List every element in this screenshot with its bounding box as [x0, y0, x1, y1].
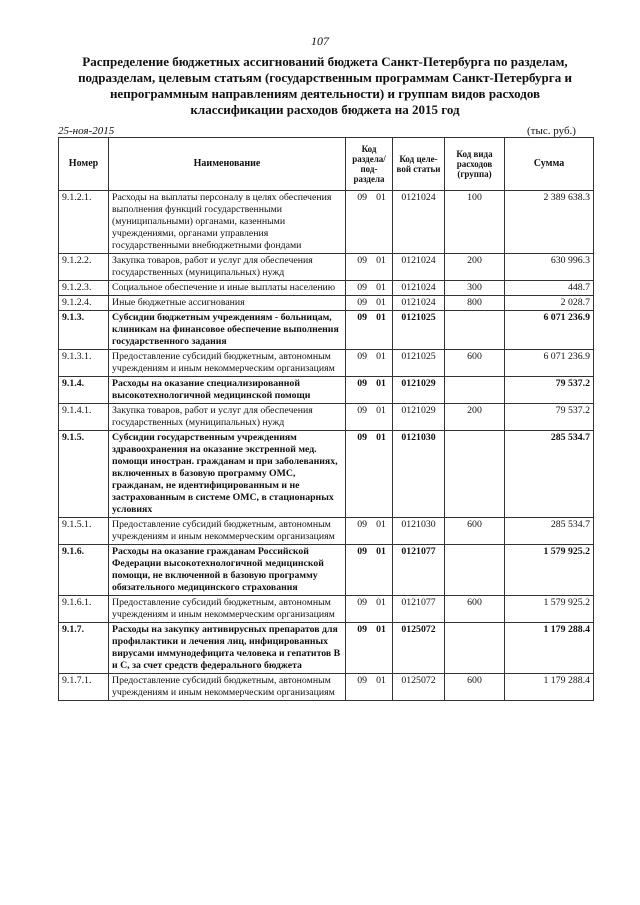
row-section: 09 [357, 297, 367, 308]
row-number: 9.1.2.2. [59, 254, 109, 281]
row-number: 9.1.4.1. [59, 404, 109, 431]
row-number: 9.1.7.1. [59, 674, 109, 701]
row-name: Предоставление субсидий бюджетным, автономным учреждениям и иным некоммерческим организациям [109, 674, 346, 701]
row-number: 9.1.6. [59, 545, 109, 596]
row-subsection: 01 [376, 624, 386, 635]
table-row [59, 518, 594, 545]
row-number: 9.1.4. [59, 377, 109, 404]
row-section-code [346, 281, 393, 296]
row-target-code: 0121024 [393, 296, 445, 311]
header-section-code: Код раздела/ под-раздела [346, 138, 393, 191]
table-row [59, 431, 594, 518]
row-subsection: 01 [376, 546, 386, 557]
row-name: Расходы на оказание гражданам Российской Федерации высокотехнологичной медицинской помощи, не включенной в базовую программу обязательного медицинского страхования [109, 545, 346, 596]
row-section: 09 [357, 255, 367, 266]
row-name: Расходы на выплаты персоналу в целях обеспечения выполнения функций государственными (муниципальными) органами, казенными учреждениями, органами управления государственными внебюджетными фондами [109, 191, 346, 254]
row-target-code: 0121029 [393, 404, 445, 431]
table-header-row [59, 138, 594, 191]
row-target-code: 0121024 [393, 191, 445, 254]
row-subsection: 01 [376, 597, 386, 608]
table-row [59, 311, 594, 350]
row-target-code: 0125072 [393, 674, 445, 701]
row-number: 9.1.6.1. [59, 596, 109, 623]
table-row [59, 596, 594, 623]
row-target-code: 0121024 [393, 281, 445, 296]
row-section: 09 [357, 597, 367, 608]
row-name: Расходы на закупку антивирусных препаратов для профилактики и лечения лиц, инфицированных вирусами иммунодефицита человека и гепатитов В и С, за счет средств федерального бюджета [109, 623, 346, 674]
budget-table [58, 137, 594, 701]
table-row [59, 674, 594, 701]
row-amount: 1 179 288.4 [505, 623, 594, 674]
document-title: Распределение бюджетных ассигнований бюджета Санкт-Петербурга по разделам, подразделам, целевым статьям (государственным программам Санкт-Петербурга и непрограммным направлениям деятельности) и группам видов расходов классификации расходов бюджета на 2015 год [78, 54, 572, 117]
row-amount: 285 534.7 [505, 431, 594, 518]
row-amount: 6 071 236.9 [505, 350, 594, 377]
row-amount: 1 579 925.2 [505, 596, 594, 623]
row-name: Предоставление субсидий бюджетным, автономным учреждениям и иным некоммерческим организациям [109, 350, 346, 377]
row-subsection: 01 [376, 297, 386, 308]
row-section: 09 [357, 351, 367, 362]
row-expense-type: 200 [445, 404, 505, 431]
row-amount: 79 537.2 [505, 377, 594, 404]
row-subsection: 01 [376, 432, 386, 443]
row-number: 9.1.2.1. [59, 191, 109, 254]
row-amount: 448.7 [505, 281, 594, 296]
row-subsection: 01 [376, 255, 386, 266]
row-section: 09 [357, 192, 367, 203]
row-section: 09 [357, 405, 367, 416]
row-amount: 1 179 288.4 [505, 674, 594, 701]
row-name: Субсидии государственным учреждениям здравоохранения на оказание экстренной мед. помощи иностран. гражданам и при заболеваниях, включенных в базовую программу ОМС, гражданам, не идентифицированным и не застрахованным в системе ОМС, в стационарных условиях [109, 431, 346, 518]
row-subsection: 01 [376, 282, 386, 293]
row-section-code [346, 404, 393, 431]
table-body [59, 191, 594, 701]
row-section: 09 [357, 675, 367, 686]
row-target-code: 0121077 [393, 596, 445, 623]
row-number: 9.1.7. [59, 623, 109, 674]
row-name: Расходы на оказание специализированной высокотехнологичной медицинской помощи [109, 377, 346, 404]
row-section-code [346, 296, 393, 311]
table-row [59, 191, 594, 254]
row-target-code: 0121077 [393, 545, 445, 596]
row-target-code: 0121025 [393, 311, 445, 350]
page-number: 107 [311, 34, 329, 48]
row-section-code [346, 191, 393, 254]
table-row [59, 296, 594, 311]
row-name: Предоставление субсидий бюджетным, автономным учреждениям и иным некоммерческим организациям [109, 596, 346, 623]
row-name: Предоставление субсидий бюджетным, автономным учреждениям и иным некоммерческим организациям [109, 518, 346, 545]
header-target-code: Код целе-вой статьи [393, 138, 445, 191]
row-expense-type: 200 [445, 254, 505, 281]
row-section: 09 [357, 624, 367, 635]
row-section-code [346, 674, 393, 701]
row-subsection: 01 [376, 405, 386, 416]
row-section-code [346, 311, 393, 350]
row-expense-type: 100 [445, 191, 505, 254]
row-amount: 630 996.3 [505, 254, 594, 281]
row-subsection: 01 [376, 519, 386, 530]
table-row [59, 350, 594, 377]
row-amount: 285 534.7 [505, 518, 594, 545]
units-label: (тыс. руб.) [527, 125, 576, 137]
table-row [59, 545, 594, 596]
row-amount: 6 071 236.9 [505, 311, 594, 350]
table-row [59, 404, 594, 431]
row-section: 09 [357, 519, 367, 530]
row-expense-type [445, 545, 505, 596]
row-expense-type: 800 [445, 296, 505, 311]
row-target-code: 0121029 [393, 377, 445, 404]
row-target-code: 0121030 [393, 431, 445, 518]
row-expense-type: 600 [445, 350, 505, 377]
row-target-code: 0121030 [393, 518, 445, 545]
table-row [59, 623, 594, 674]
row-number: 9.1.2.4. [59, 296, 109, 311]
row-expense-type [445, 431, 505, 518]
row-subsection: 01 [376, 351, 386, 362]
row-expense-type [445, 377, 505, 404]
row-name: Иные бюджетные ассигнования [109, 296, 346, 311]
row-number: 9.1.5.1. [59, 518, 109, 545]
row-expense-type [445, 311, 505, 350]
row-subsection: 01 [376, 675, 386, 686]
row-number: 9.1.3.1. [59, 350, 109, 377]
row-section-code [346, 350, 393, 377]
row-section: 09 [357, 546, 367, 557]
row-section: 09 [357, 432, 367, 443]
row-section-code [346, 623, 393, 674]
row-section-code [346, 518, 393, 545]
row-section-code [346, 377, 393, 404]
row-expense-type: 600 [445, 674, 505, 701]
row-section-code [346, 254, 393, 281]
row-amount: 79 537.2 [505, 404, 594, 431]
row-target-code: 0125072 [393, 623, 445, 674]
row-expense-type: 300 [445, 281, 505, 296]
row-name: Закупка товаров, работ и услуг для обеспечения государственных (муниципальных) нужд [109, 254, 346, 281]
row-section: 09 [357, 378, 367, 389]
row-name: Субсидии бюджетным учреждениям - больницам, клиникам на финансовое обеспечение выполнения государственного задания [109, 311, 346, 350]
row-expense-type [445, 623, 505, 674]
header-amount: Сумма [505, 138, 594, 191]
row-section: 09 [357, 282, 367, 293]
table-row [59, 377, 594, 404]
row-amount: 2 389 638.3 [505, 191, 594, 254]
row-amount: 1 579 925.2 [505, 545, 594, 596]
header-name: Наименование [109, 138, 346, 191]
row-section-code [346, 545, 393, 596]
row-target-code: 0121024 [393, 254, 445, 281]
row-name: Социальное обеспечение и иные выплаты населению [109, 281, 346, 296]
row-name: Закупка товаров, работ и услуг для обеспечения государственных (муниципальных) нужд [109, 404, 346, 431]
row-target-code: 0121025 [393, 350, 445, 377]
header-expense-type: Код вида расходов (группа) [445, 138, 505, 191]
row-section-code [346, 431, 393, 518]
row-subsection: 01 [376, 312, 386, 323]
row-number: 9.1.5. [59, 431, 109, 518]
header-number: Номер [59, 138, 109, 191]
row-section-code [346, 596, 393, 623]
row-amount: 2 028.7 [505, 296, 594, 311]
table-row [59, 281, 594, 296]
date-stamp: 25-ноя-2015 [58, 125, 115, 137]
row-section: 09 [357, 312, 367, 323]
row-expense-type: 600 [445, 596, 505, 623]
row-expense-type: 600 [445, 518, 505, 545]
row-subsection: 01 [376, 192, 386, 203]
row-number: 9.1.2.3. [59, 281, 109, 296]
row-subsection: 01 [376, 378, 386, 389]
table-row [59, 254, 594, 281]
row-number: 9.1.3. [59, 311, 109, 350]
